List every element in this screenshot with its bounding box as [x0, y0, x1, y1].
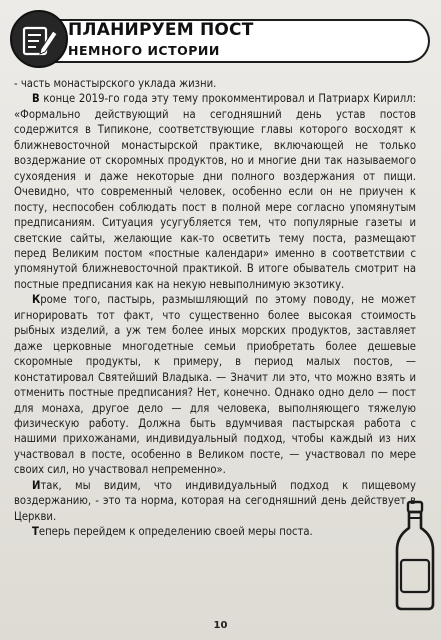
- page-title: ПЛАНИРУЕМ ПОСТ: [68, 20, 254, 40]
- drop-cap: Т: [32, 525, 39, 539]
- section-header: [10, 10, 430, 68]
- paragraph-text: так, мы видим, что индивидуальный подход к пищевому воздержанию, - это та норма, которая на сегодняшний день действует в Церкви.: [14, 478, 416, 523]
- paragraph-text: роме того, пастырь, размышляющий по этому поводу, не может игнорировать тот факт, что существенно более высокая стоимость рыбных изделий, а уж тем более иных морских продуктов, заставляет даже церковные многодетные семьи приобретать более дешевые скоромные продукты, к примеру, в период малых постов, — констатировал Святейший Владыка. — Значит ли это, что можно взять и отменить постные предписания? Нет, конечно. Однако одно дело — пост для монаха, другое дело — для человека, выполняющего тяжелую физическую работу. Должна быть вдумчивая пастырская работа с нашими прихожанами, индивидуальный подход, чтобы каждый из них участвовал в посте, особенно в Великом посте, — участвовал по мере своих сил, но участвовал непременно».: [14, 293, 416, 477]
- page-subtitle: НЕМНОГО ИСТОРИИ: [68, 43, 220, 58]
- paragraph-3: [14, 292, 416, 477]
- drop-cap: В: [32, 92, 40, 106]
- paragraph-2: [14, 91, 416, 292]
- oil-bottle-icon: [393, 500, 437, 616]
- drop-cap: И: [32, 478, 41, 492]
- paragraph-text: - часть монастырского уклада жизни.: [14, 77, 217, 90]
- notepad-pencil-icon: [10, 10, 68, 68]
- paragraph-5: [14, 524, 416, 539]
- page-number: 10: [213, 620, 228, 631]
- paragraph-1: [14, 76, 416, 91]
- drop-cap: К: [32, 293, 41, 307]
- paragraph-4: [14, 478, 416, 524]
- paragraph-text: конце 2019-го года эту тему прокомментировал и Патриарх Кирилл: «Формально действующий на сегодняшний день устав постов содержится в Типиконе, соответствующие главы которого восходят к ближневосточной монастырской практике, включающей не только воздержание от скоромных продуктов, но и многие дни так называемого сухоядения и даже некоторые дни полного воздержания от пищи. Очевидно, что современный человек, особенно если он не приучен к посту, неспособен соблюдать пост в полной мере согласно упомянутым предписаниям. Ситуация усугубляется тем, что популярные газеты и светские сайты, желающие как-то осветить тему поста, размещают перед Великим постом «постные календари» именно в соответствии с упомянутой ближневосточной практикой. В итоге обыватель смотрит на постные предписания как на некую невыполнимую экзотику.: [14, 92, 416, 291]
- body-text: [14, 76, 416, 540]
- paragraph-text: еперь перейдем к определению своей меры поста.: [38, 525, 313, 539]
